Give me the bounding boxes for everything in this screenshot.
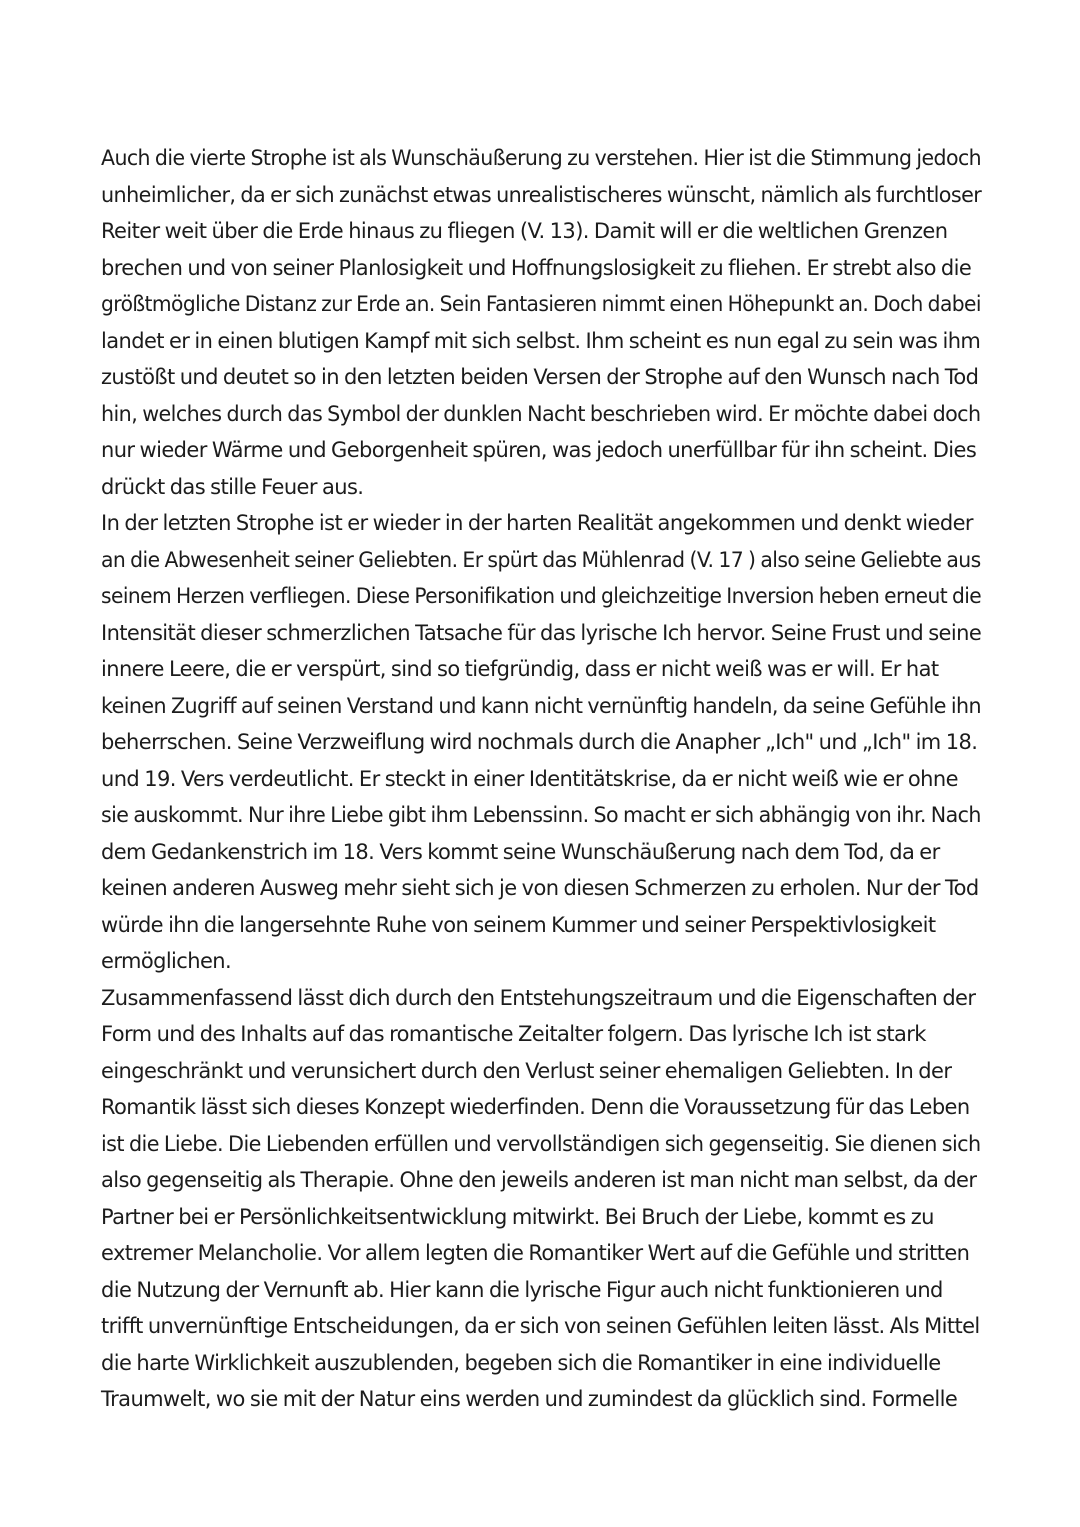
text-line: die Nutzung der Vernunft ab. Hier kann die lyrische Figur auch nicht funktionieren und [101, 1277, 943, 1302]
text-line: Intensität dieser schmerzlichen Tatsache für das lyrische Ich hervor. Seine Frust und seine [101, 620, 982, 645]
text-line: Romantik lässt sich dieses Konzept wiederfinden. Denn die Voraussetzung für das Leben [101, 1095, 970, 1119]
text-line: keinen anderen Ausweg mehr sieht sich je von diesen Schmerzen zu erholen. Nur der Tod [101, 876, 979, 900]
text-line: ist die Liebe. Die Liebenden erfüllen und vervollständigen sich gegenseitig. Sie dienen sich [101, 1131, 981, 1156]
text-line: eingeschränkt und verunsichert durch den Verlust seiner ehemaligen Geliebten. In der [101, 1058, 952, 1083]
text-line: extremer Melancholie. Vor allem legten die Romantiker Wert auf die Gefühle und stritten [101, 1241, 970, 1265]
text-line: unheimlicher, da er sich zunächst etwas unrealistischeres wünscht, nämlich als furchtloser [101, 182, 982, 207]
text-line: Traumwelt, wo sie mit der Natur eins werden und zumindest da glücklich sind. Formelle [101, 1387, 958, 1411]
text-line: In der letzten Strophe ist er wieder in der harten Realität angekommen und denkt wieder [101, 511, 973, 535]
text-line: Partner bei er Persönlichkeitsentwicklung mitwirkt. Bei Bruch der Liebe, kommt es zu [101, 1204, 934, 1229]
text-line: Reiter weit über die Erde hinaus zu fliegen (V. 13). Damit will er die weltlichen Grenzen [101, 219, 948, 243]
text-line: keinen Zugriff auf seinen Verstand und kann nicht vernünftig handeln, da seine Gefühle ihn [101, 693, 982, 718]
text-line: also gegenseitig als Therapie. Ohne den jeweils anderen ist man nicht man selbst, da der [101, 1168, 977, 1192]
text-line: Auch die vierte Strophe ist als Wunschäußerung zu verstehen. Hier ist die Stimmung jedoch [101, 146, 982, 170]
text-line: größtmögliche Distanz zur Erde an. Sein Fantasieren nimmt einen Höhepunkt an. Doch dabei [101, 292, 981, 316]
text-line: nur wieder Wärme und Geborgenheit spüren, was jedoch unerfüllbar für ihn scheint. Dies [101, 438, 977, 462]
text-line: drückt das stille Feuer aus. [101, 474, 364, 499]
text-line: trifft unvernünftige Entscheidungen, da er sich von seinen Gefühlen leiten lässt. Als Mittel [101, 1314, 980, 1338]
text-line: Zusammenfassend lässt dich durch den Entstehungszeitraum und die Eigenschaften der [101, 985, 976, 1010]
text-line: dem Gedankenstrich im 18. Vers kommt seine Wunschäußerung nach dem Tod, da er [101, 839, 940, 864]
text-line: ermöglichen. [101, 949, 232, 973]
essay-text [101, 140, 981, 1418]
text-line: hin, welches durch das Symbol der dunklen Nacht beschrieben wird. Er möchte dabei doch [101, 401, 981, 426]
text-line: die harte Wirklichkeit auszublenden, begeben sich die Romantiker in eine individuelle [101, 1350, 941, 1375]
text-line: und 19. Vers verdeutlicht. Er steckt in einer Identitätskrise, da er nicht weiß wie er ohne [101, 766, 958, 791]
text-line: Form und des Inhalts auf das romantische Zeitalter folgern. Das lyrische Ich ist stark [101, 1022, 926, 1046]
text-line: landet er in einen blutigen Kampf mit sich selbst. Ihm scheint es nun egal zu sein was ihm [101, 328, 981, 353]
text-line: an die Abwesenheit seiner Geliebten. Er spürt das Mühlenrad (V. 17 ) also seine Geliebte aus [101, 547, 981, 572]
text-line: würde ihn die langersehnte Ruhe von seinem Kummer und seiner Perspektivlosigkeit [101, 912, 936, 937]
text-line: sie auskommt. Nur ihre Liebe gibt ihm Lebenssinn. So macht er sich abhängig von ihr. Nach [101, 803, 981, 827]
text-line: innere Leere, die er verspürt, sind so tiefgründig, dass er nicht weiß was er will. Er hat [101, 657, 939, 681]
text-line: brechen und von seiner Planlosigkeit und Hoffnungslosigkeit zu fliehen. Er strebt also die [101, 255, 972, 280]
text-line: beherrschen. Seine Verzweiflung wird nochmals durch die Anapher „Ich" und „Ich" im 18. [101, 730, 978, 754]
text-line: zustößt und deutet so in den letzten beiden Versen der Strophe auf den Wunsch nach Tod [101, 365, 979, 389]
text-line: seinem Herzen verfliegen. Diese Personifikation und gleichzeitige Inversion heben erneut die [101, 584, 982, 608]
